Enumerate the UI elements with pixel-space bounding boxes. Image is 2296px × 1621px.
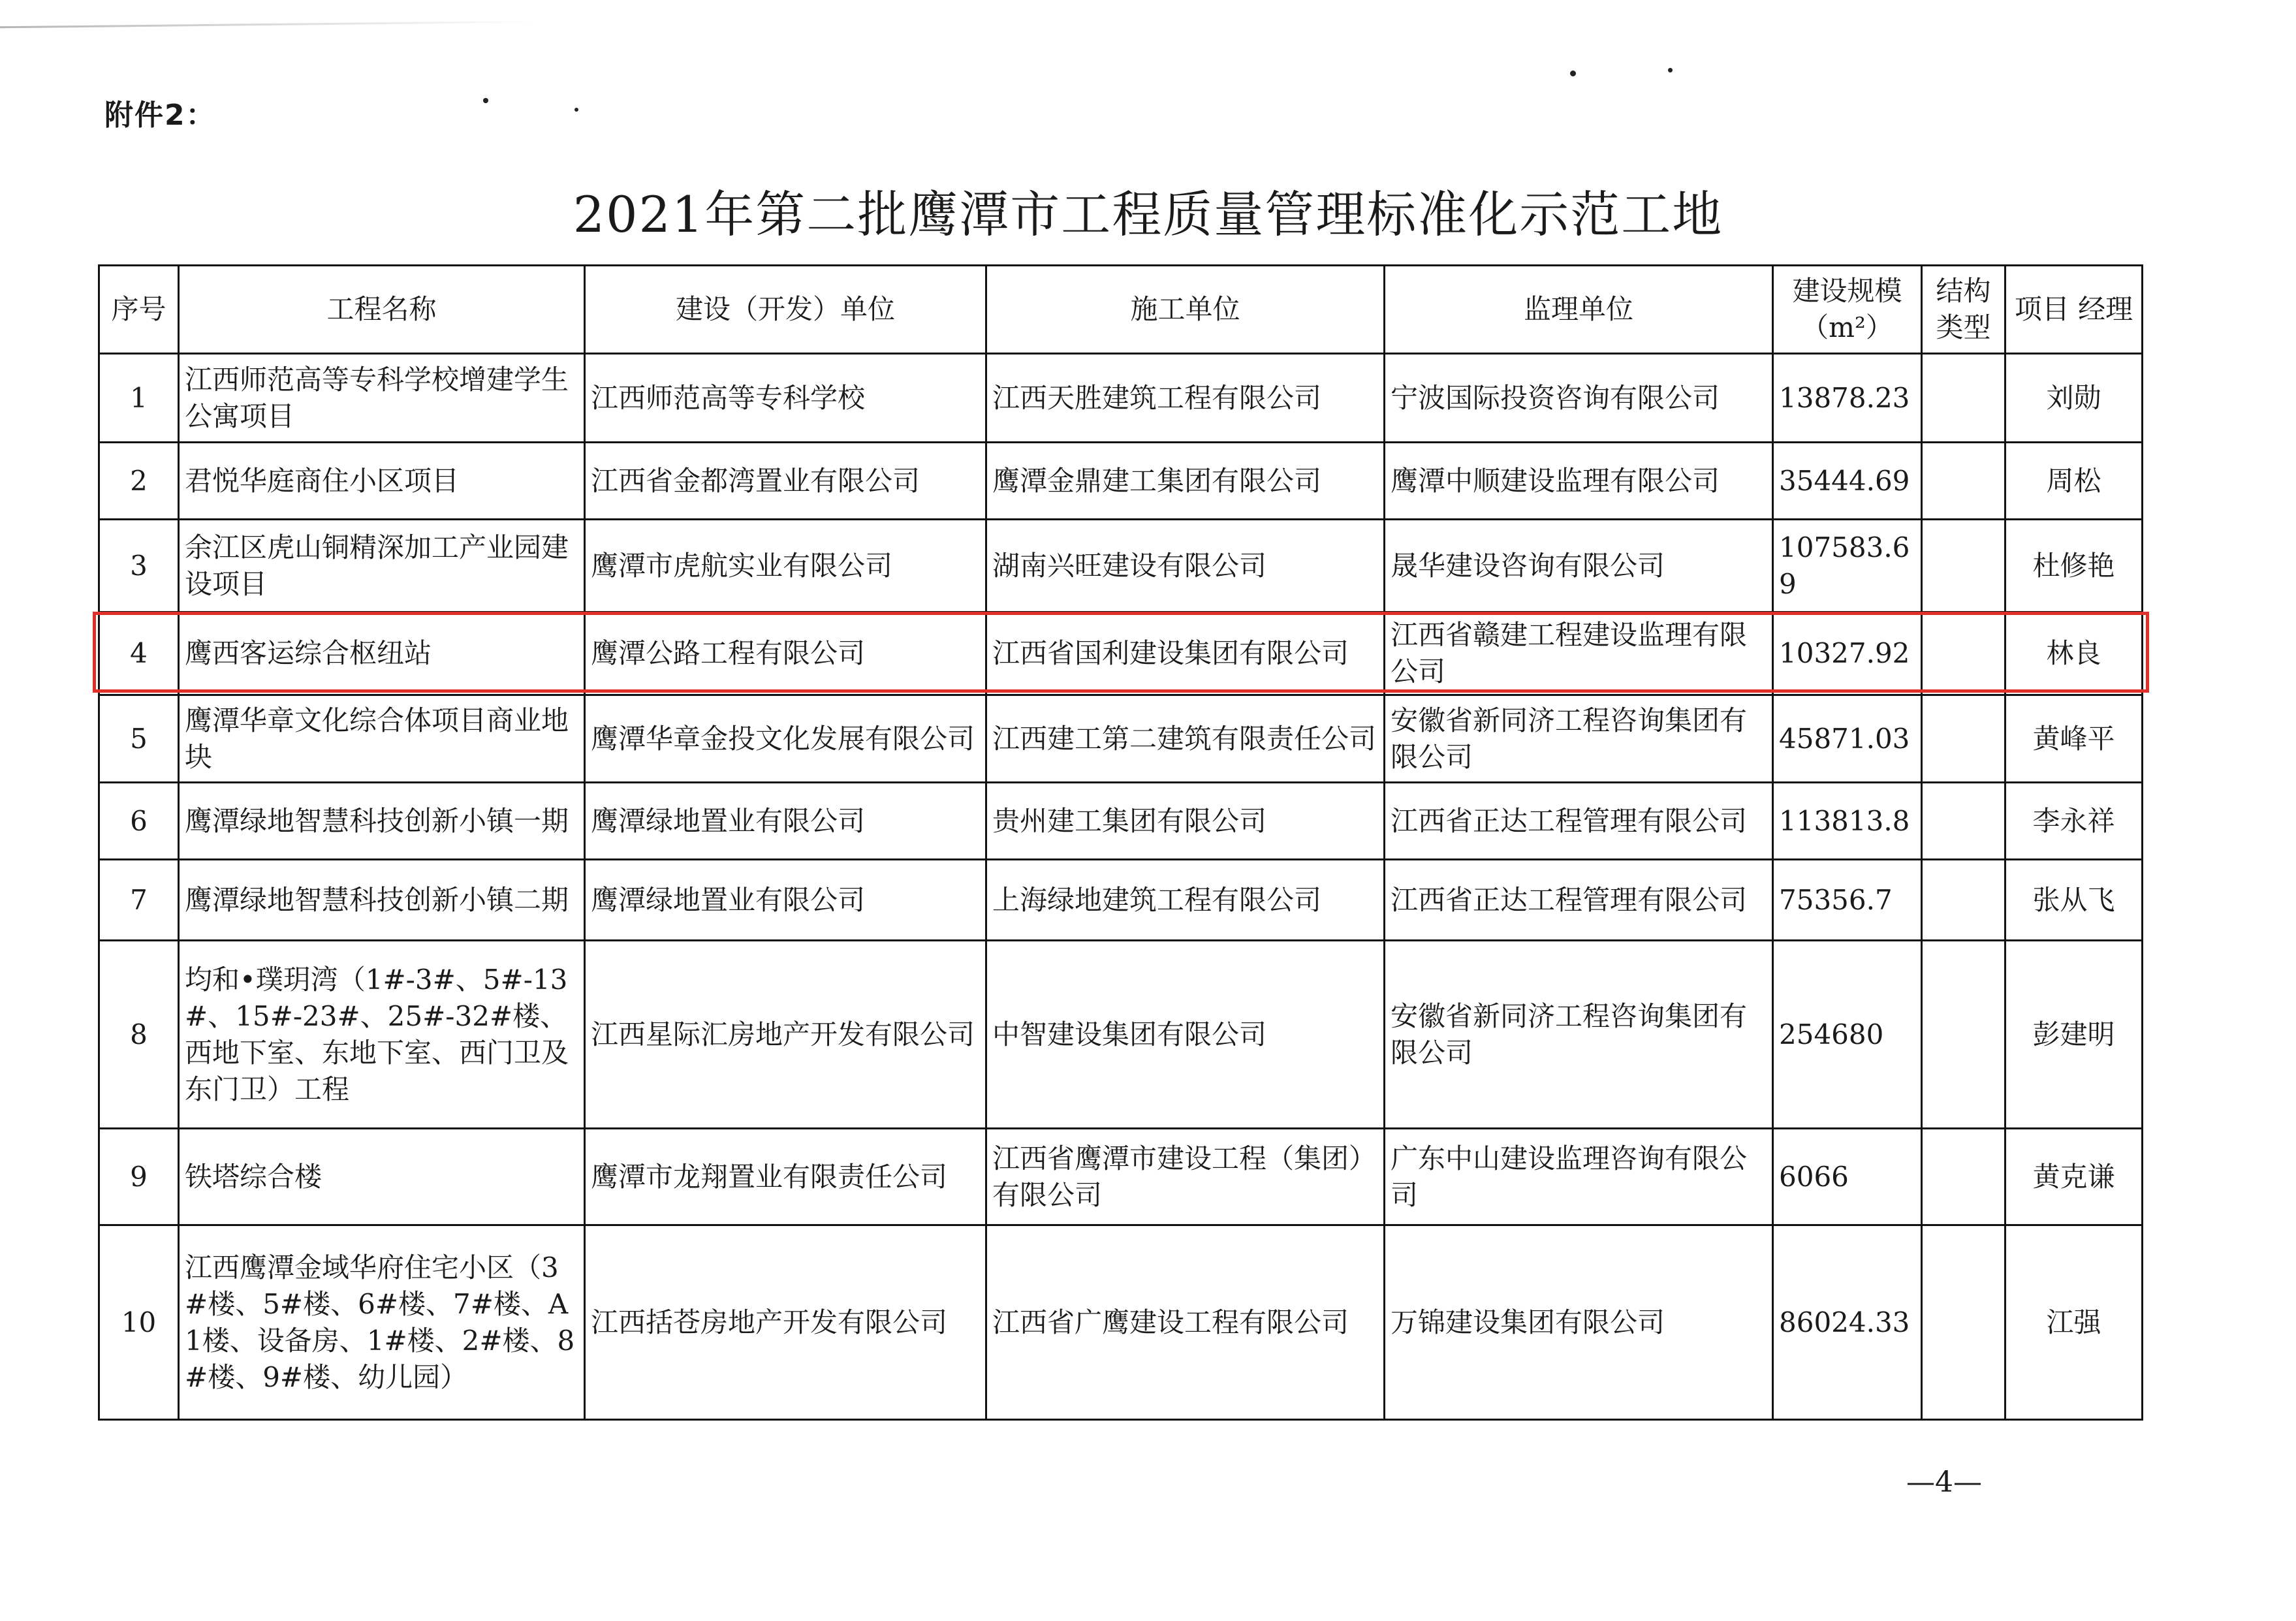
cell-project-name: 鹰潭绿地智慧科技创新小镇二期 bbox=[179, 860, 585, 941]
cell-index: 1 bbox=[99, 354, 179, 443]
row-highlight-box bbox=[93, 612, 2149, 693]
cell-scale: 75356.7 bbox=[1773, 860, 1922, 941]
cell-project-name: 江西鹰潭金域华府住宅小区（3#楼、5#楼、6#楼、7#楼、A1楼、设备房、1#楼、2#楼、8#楼、9#楼、幼儿园） bbox=[179, 1225, 585, 1420]
table-row bbox=[99, 783, 2143, 860]
cell-builder: 江西省金都湾置业有限公司 bbox=[585, 443, 986, 520]
cell-builder: 鹰潭市虎航实业有限公司 bbox=[585, 520, 986, 612]
scan-speck bbox=[574, 108, 578, 112]
cell-project-name: 鹰潭华章文化综合体项目商业地块 bbox=[179, 695, 585, 783]
cell-index: 4 bbox=[99, 612, 179, 695]
table-row bbox=[99, 520, 2143, 612]
sites-table bbox=[98, 264, 2143, 1421]
table-row bbox=[99, 1129, 2143, 1225]
cell-builder: 江西师范高等专科学校 bbox=[585, 354, 986, 443]
cell-scale: 45871.03 bbox=[1773, 695, 1922, 783]
cell-supervisor: 鹰潭中顺建设监理有限公司 bbox=[1385, 443, 1773, 520]
table-header-row bbox=[99, 266, 2143, 354]
cell-project-name: 江西师范高等专科学校增建学生公寓项目 bbox=[179, 354, 585, 443]
cell-index: 10 bbox=[99, 1225, 179, 1420]
table-row bbox=[99, 1225, 2143, 1420]
cell-supervisor: 宁波国际投资咨询有限公司 bbox=[1385, 354, 1773, 443]
cell-contractor: 湖南兴旺建设有限公司 bbox=[986, 520, 1385, 612]
header-contractor: 施工单位 bbox=[986, 266, 1385, 354]
cell-contractor: 鹰潭金鼎建工集团有限公司 bbox=[986, 443, 1385, 520]
cell-project-name: 余江区虎山铜精深加工产业园建设项目 bbox=[179, 520, 585, 612]
cell-project-name: 鹰潭绿地智慧科技创新小镇一期 bbox=[179, 783, 585, 860]
table-row bbox=[99, 860, 2143, 941]
header-project-name: 工程名称 bbox=[179, 266, 585, 354]
page-number: —4— bbox=[1906, 1466, 1982, 1499]
scan-speck bbox=[483, 98, 488, 103]
cell-structure bbox=[1922, 1225, 2005, 1420]
cell-structure bbox=[1922, 695, 2005, 783]
cell-manager: 杜修艳 bbox=[2005, 520, 2143, 612]
table-row bbox=[99, 354, 2143, 443]
document-title: 2021年第二批鹰潭市工程质量管理标准化示范工地 bbox=[573, 185, 1723, 244]
scan-speck bbox=[1570, 71, 1576, 76]
cell-structure bbox=[1922, 354, 2005, 443]
cell-project-name: 鹰西客运综合枢纽站 bbox=[179, 612, 585, 695]
cell-builder: 鹰潭绿地置业有限公司 bbox=[585, 783, 986, 860]
cell-contractor: 江西建工第二建筑有限责任公司 bbox=[986, 695, 1385, 783]
cell-index: 7 bbox=[99, 860, 179, 941]
cell-project-name: 均和•璞玥湾（1#-3#、5#-13#、15#-23#、25#-32#楼、西地下室、东地下室、西门卫及东门卫）工程 bbox=[179, 941, 585, 1129]
cell-supervisor: 江西省正达工程管理有限公司 bbox=[1385, 860, 1773, 941]
table-row bbox=[99, 695, 2143, 783]
cell-supervisor: 安徽省新同济工程咨询集团有限公司 bbox=[1385, 941, 1773, 1129]
table-row bbox=[99, 443, 2143, 520]
cell-manager: 江强 bbox=[2005, 1225, 2143, 1420]
cell-structure bbox=[1922, 860, 2005, 941]
cell-structure bbox=[1922, 783, 2005, 860]
header-manager: 项目 经理 bbox=[2005, 266, 2143, 354]
cell-index: 2 bbox=[99, 443, 179, 520]
cell-scale: 6066 bbox=[1773, 1129, 1922, 1225]
cell-index: 6 bbox=[99, 783, 179, 860]
header-builder: 建设（开发）单位 bbox=[585, 266, 986, 354]
attachment-label: 附件2： bbox=[104, 99, 216, 132]
cell-scale: 86024.33 bbox=[1773, 1225, 1922, 1420]
cell-scale: 107583.69 bbox=[1773, 520, 1922, 612]
cell-project-name: 铁塔综合楼 bbox=[179, 1129, 585, 1225]
cell-contractor: 江西省国利建设集团有限公司 bbox=[986, 612, 1385, 695]
cell-manager: 林良 bbox=[2005, 612, 2143, 695]
cell-builder: 江西星际汇房地产开发有限公司 bbox=[585, 941, 986, 1129]
header-index: 序号 bbox=[99, 266, 179, 354]
cell-builder: 鹰潭市龙翔置业有限责任公司 bbox=[585, 1129, 986, 1225]
cell-supervisor: 江西省正达工程管理有限公司 bbox=[1385, 783, 1773, 860]
cell-structure bbox=[1922, 443, 2005, 520]
cell-supervisor: 江西省赣建工程建设监理有限公司 bbox=[1385, 612, 1773, 695]
cell-supervisor: 万锦建设集团有限公司 bbox=[1385, 1225, 1773, 1420]
cell-index: 3 bbox=[99, 520, 179, 612]
cell-structure bbox=[1922, 941, 2005, 1129]
cell-contractor: 江西天胜建筑工程有限公司 bbox=[986, 354, 1385, 443]
cell-supervisor: 晟华建设咨询有限公司 bbox=[1385, 520, 1773, 612]
cell-manager: 张从飞 bbox=[2005, 860, 2143, 941]
table-row bbox=[99, 941, 2143, 1129]
cell-manager: 李永祥 bbox=[2005, 783, 2143, 860]
cell-manager: 黄峰平 bbox=[2005, 695, 2143, 783]
cell-scale: 10327.92 bbox=[1773, 612, 1922, 695]
cell-builder: 江西括苍房地产开发有限公司 bbox=[585, 1225, 986, 1420]
cell-structure bbox=[1922, 520, 2005, 612]
scan-speck bbox=[1668, 68, 1673, 72]
cell-contractor: 贵州建工集团有限公司 bbox=[986, 783, 1385, 860]
cell-scale: 113813.8 bbox=[1773, 783, 1922, 860]
cell-builder: 鹰潭华章金投文化发展有限公司 bbox=[585, 695, 986, 783]
cell-manager: 黄克谦 bbox=[2005, 1129, 2143, 1225]
cell-scale: 13878.23 bbox=[1773, 354, 1922, 443]
cell-manager: 彭建明 bbox=[2005, 941, 2143, 1129]
cell-scale: 254680 bbox=[1773, 941, 1922, 1129]
cell-builder: 鹰潭公路工程有限公司 bbox=[585, 612, 986, 695]
cell-contractor: 中智建设集团有限公司 bbox=[986, 941, 1385, 1129]
cell-structure bbox=[1922, 1129, 2005, 1225]
header-supervisor: 监理单位 bbox=[1385, 266, 1773, 354]
header-scale: 建设规模（m²） bbox=[1773, 266, 1922, 354]
cell-index: 9 bbox=[99, 1129, 179, 1225]
cell-contractor: 上海绿地建筑工程有限公司 bbox=[986, 860, 1385, 941]
cell-scale: 35444.69 bbox=[1773, 443, 1922, 520]
cell-supervisor: 安徽省新同济工程咨询集团有限公司 bbox=[1385, 695, 1773, 783]
header-structure: 结构类型 bbox=[1922, 266, 2005, 354]
cell-contractor: 江西省鹰潭市建设工程（集团）有限公司 bbox=[986, 1129, 1385, 1225]
cell-index: 8 bbox=[99, 941, 179, 1129]
cell-manager: 周松 bbox=[2005, 443, 2143, 520]
cell-index: 5 bbox=[99, 695, 179, 783]
cell-manager: 刘勋 bbox=[2005, 354, 2143, 443]
cell-contractor: 江西省广鹰建设工程有限公司 bbox=[986, 1225, 1385, 1420]
cell-supervisor: 广东中山建设监理咨询有限公司 bbox=[1385, 1129, 1773, 1225]
cell-project-name: 君悦华庭商住小区项目 bbox=[179, 443, 585, 520]
cell-builder: 鹰潭绿地置业有限公司 bbox=[585, 860, 986, 941]
scan-edge-line bbox=[0, 21, 535, 29]
